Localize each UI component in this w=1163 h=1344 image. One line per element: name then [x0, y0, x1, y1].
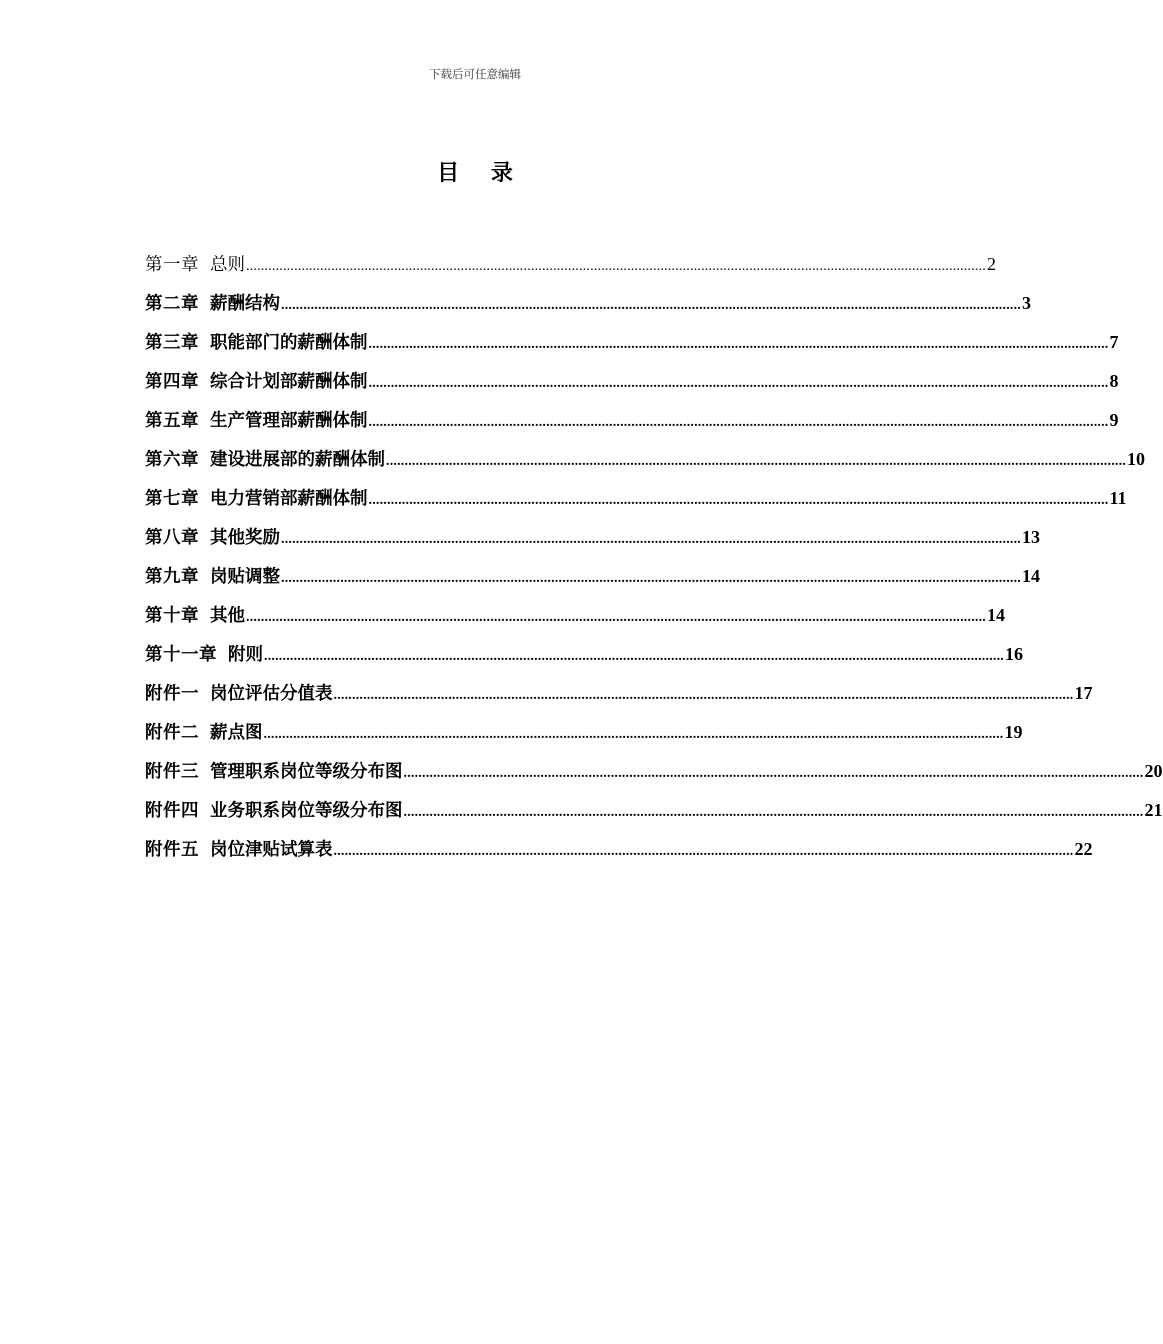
toc-chapter-number: 附件二 — [145, 723, 199, 743]
toc-entry[interactable] — [145, 366, 1119, 405]
page-header-note: 下载后可任意编辑 — [429, 67, 521, 81]
toc-chapter-number: 第八章 — [145, 528, 199, 548]
dot-leader: ........................................................................................................................................................................................................ — [368, 493, 1109, 508]
toc-page-number: 2 — [987, 254, 996, 274]
dot-leader: ........................................................................................................................................................................................................ — [333, 844, 1074, 859]
toc-page-number: 19 — [1004, 722, 1023, 742]
toc-chapter-number: 第七章 — [145, 489, 199, 509]
toc-chapter-title: 建设进展部的薪酬体制 — [210, 450, 385, 470]
toc-entry-label — [145, 289, 280, 319]
toc-entry[interactable] — [145, 483, 1127, 522]
toc-chapter-number: 第三章 — [145, 333, 199, 353]
toc-chapter-number: 第一章 — [145, 255, 199, 275]
toc-page-number: 3 — [1022, 293, 1031, 313]
toc-chapter-title: 其他奖励 — [210, 528, 280, 548]
toc-page-number: 21 — [1144, 800, 1163, 820]
toc-chapter-number: 第四章 — [145, 372, 199, 392]
toc-entry-label — [145, 679, 333, 709]
toc-entry-label — [145, 328, 368, 358]
toc-chapter-number: 第五章 — [145, 411, 199, 431]
toc-chapter-title: 生产管理部薪酬体制 — [210, 411, 368, 431]
toc-entry-label — [145, 445, 385, 475]
toc-chapter-title: 综合计划部薪酬体制 — [210, 372, 368, 392]
dot-leader: ........................................................................................................................................................................................................ — [368, 337, 1109, 352]
toc-entry-label — [145, 796, 403, 826]
dot-leader: ........................................................................................................................................................................................................ — [281, 298, 1021, 313]
toc-chapter-title: 岗位评估分值表 — [210, 684, 333, 704]
toc-page-number: 14 — [1022, 566, 1040, 586]
toc-entry[interactable] — [145, 444, 1145, 483]
toc-page-number: 17 — [1074, 683, 1093, 703]
toc-entry[interactable] — [145, 405, 1119, 444]
toc-page-number: 20 — [1144, 761, 1163, 781]
dot-leader: ........................................................................................................................................................................................................ — [386, 454, 1126, 469]
toc-chapter-title: 附则 — [228, 645, 263, 665]
toc-page-number: 13 — [1022, 527, 1040, 547]
toc-chapter-number: 第十章 — [145, 606, 199, 626]
toc-entry[interactable] — [145, 639, 1023, 678]
toc-entry-label — [145, 718, 263, 748]
toc-chapter-title: 薪点图 — [210, 723, 263, 743]
toc-page-number: 16 — [1005, 644, 1023, 664]
toc-chapter-number: 第六章 — [145, 450, 199, 470]
toc-entry[interactable] — [145, 834, 1093, 873]
toc-entry-label — [145, 640, 263, 670]
toc-entry-label — [145, 835, 333, 865]
toc-entry[interactable] — [145, 756, 1163, 795]
toc-entry[interactable] — [145, 561, 1040, 600]
toc-chapter-number: 附件三 — [145, 762, 199, 782]
toc-chapter-title: 总则 — [210, 255, 245, 275]
toc-chapter-title: 业务职系岗位等级分布图 — [210, 801, 403, 821]
toc-entry[interactable] — [145, 249, 996, 288]
toc-entry-label — [145, 601, 245, 631]
toc-chapter-title: 职能部门的薪酬体制 — [210, 333, 368, 353]
toc-chapter-title: 岗位津贴试算表 — [210, 840, 333, 860]
toc-entry-label — [145, 757, 403, 787]
toc-page-number: 8 — [1109, 371, 1119, 391]
toc-page-number: 22 — [1074, 839, 1093, 859]
toc-entry[interactable] — [145, 678, 1093, 717]
toc-chapter-title: 电力营销部薪酬体制 — [210, 489, 368, 509]
dot-leader: ........................................................................................................................................................................................................ — [403, 805, 1144, 820]
toc-entry-label — [145, 562, 280, 592]
toc-entry[interactable] — [145, 288, 1031, 327]
toc-entry[interactable] — [145, 327, 1119, 366]
toc-page-number: 9 — [1109, 410, 1119, 430]
toc-entry-label — [145, 484, 368, 514]
toc-chapter-title: 其他 — [210, 606, 245, 626]
toc-entry[interactable] — [145, 795, 1163, 834]
toc-entry-label — [145, 367, 368, 397]
toc-chapter-number: 第十一章 — [145, 645, 217, 665]
toc-chapter-number: 附件四 — [145, 801, 199, 821]
dot-leader: ........................................................................................................................................................................................................ — [264, 649, 1004, 664]
toc-entry[interactable] — [145, 522, 1040, 561]
dot-leader: ........................................................................................................................................................................................................ — [246, 259, 986, 274]
toc-page-number: 7 — [1109, 332, 1119, 352]
toc-chapter-number: 附件一 — [145, 684, 199, 704]
dot-leader: ........................................................................................................................................................................................................ — [281, 571, 1021, 586]
dot-leader: ........................................................................................................................................................................................................ — [403, 766, 1144, 781]
dot-leader: ........................................................................................................................................................................................................ — [368, 376, 1109, 391]
dot-leader: ........................................................................................................................................................................................................ — [281, 532, 1021, 547]
toc-chapter-number: 第九章 — [145, 567, 199, 587]
toc-entry[interactable] — [145, 717, 1023, 756]
toc-chapter-title: 薪酬结构 — [210, 294, 280, 314]
toc-chapter-number: 附件五 — [145, 840, 199, 860]
toc-page-number: 11 — [1109, 488, 1127, 508]
toc-entry-label — [145, 523, 280, 553]
toc-page-number: 14 — [987, 605, 1005, 625]
table-of-contents — [145, 249, 1163, 873]
toc-chapter-number: 第二章 — [145, 294, 199, 314]
dot-leader: ........................................................................................................................................................................................................ — [333, 688, 1074, 703]
toc-entry-label — [145, 406, 368, 436]
toc-title: 目 录 — [437, 161, 525, 186]
toc-page-number: 10 — [1127, 449, 1145, 469]
dot-leader: ........................................................................................................................................................................................................ — [368, 415, 1109, 430]
toc-entry-label — [145, 250, 245, 280]
toc-chapter-title: 岗贴调整 — [210, 567, 280, 587]
toc-entry[interactable] — [145, 600, 1005, 639]
toc-chapter-title: 管理职系岗位等级分布图 — [210, 762, 403, 782]
dot-leader: ........................................................................................................................................................................................................ — [246, 610, 986, 625]
dot-leader: ........................................................................................................................................................................................................ — [263, 727, 1004, 742]
